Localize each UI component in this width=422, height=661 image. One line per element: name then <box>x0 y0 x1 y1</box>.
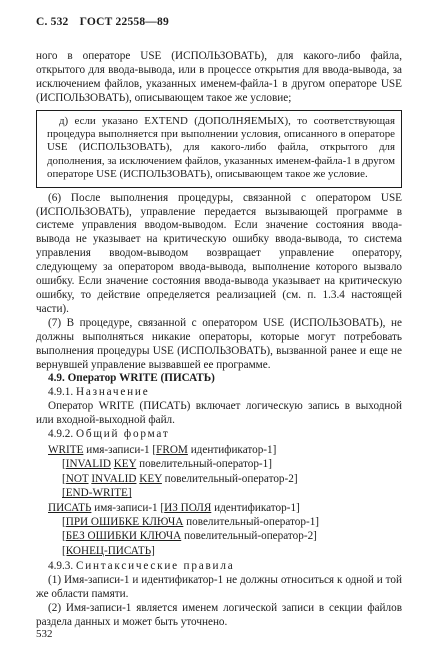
format-text: идентификатор-1] <box>211 501 300 514</box>
format-line <box>48 457 402 471</box>
format-text: повелительный-оператор-2] <box>161 472 298 485</box>
format-en <box>36 443 402 501</box>
keyword: FROM <box>156 443 188 456</box>
format-line <box>48 529 402 543</box>
format-line <box>48 501 402 515</box>
paragraph-7: (7) В процедуре, связанной с оператором USE (ИСПОЛЬЗОВАТЬ), не должны выполняться никакие операторы, которые могут потребовать выполнения процедуры USE (ИСПОЛЬЗОВАТЬ), вызванной ранее и еще не вернувшей управление вызвавшей ее программе. <box>36 316 402 371</box>
rule-1: (1) Имя-записи-1 и идентификатор-1 не должны относиться к одной и той же области памяти. <box>36 574 402 601</box>
subsection-number: 4.9.3. <box>48 560 74 573</box>
subsection-name: Назначение <box>75 386 150 399</box>
format-text: повелительный-оператор-1] <box>136 458 272 471</box>
format-ru <box>36 501 402 559</box>
keyword: INVALID <box>65 458 111 471</box>
boxed-amendment <box>36 110 402 188</box>
format-line <box>48 472 402 486</box>
format-text: идентификатор-1] <box>187 443 277 456</box>
keyword: INVALID <box>91 472 137 485</box>
rule-2: (2) Имя-записи-1 является именем логической записи в секции файлов раздела данных и может быть уточнено. <box>36 601 402 628</box>
format-text: повелительный-оператор-2] <box>181 530 317 543</box>
page-label: С. 532 <box>36 16 69 28</box>
keyword: KEY <box>139 472 162 485</box>
purpose-paragraph: Оператор WRITE (ПИСАТЬ) включает логическую запись в выходной или входной-выходной файл. <box>36 400 402 427</box>
subsection-492 <box>36 428 402 442</box>
format-line <box>48 486 402 500</box>
format-line <box>48 443 402 457</box>
page-header <box>36 16 169 28</box>
format-text: повелительный-оператор-1] <box>183 516 320 528</box>
intro-paragraph: ного в операторе USE (ИСПОЛЬЗОВАТЬ), для какого-либо файла, открытого для ввода-вывода, или в процессе открытия для ввода-вывода, за исключением файлов, указанных именем-файла-1 в другом операторе USE (ИСПОЛЬЗОВАТЬ), описывающем такое же условие; <box>36 50 402 104</box>
keyword: WRITE <box>48 443 84 456</box>
format-line <box>48 544 402 558</box>
format-text: [ <box>62 530 66 543</box>
doc-code: ГОСТ 22558—89 <box>79 16 169 28</box>
format-line <box>48 515 402 529</box>
format-text: имя-записи-1 [ <box>91 501 165 514</box>
subsection-number: 4.9.2. <box>48 428 74 441</box>
keyword: [END-WRITE] <box>62 487 132 500</box>
subsection-493 <box>36 560 402 574</box>
format-text: имя-записи-1 [ <box>83 443 157 456</box>
main-text <box>36 50 402 630</box>
section-title: 4.9. Оператор WRITE (ПИСАТЬ) <box>48 372 215 385</box>
keyword: ИЗ ПОЛЯ <box>164 501 212 514</box>
paragraph-6: (6) После выполнения процедуры, связанной с оператором USE (ИСПОЛЬЗОВАТЬ), управление передается вызывающей программе в системе управления вводом-выводом. Если значение состояния ввода-вывода не указывает на критическую ошибку ввода-вывода, то система управления вводом-выводом возвращает управление оператору, следующему за оператором ввода-вывода, выполнение которого вызвало ошибку. Если значение состояния ввода-вывода указывает на критическую ошибку, то действие определяется реализацией (см. п. 1.3.4 настоящей части). <box>36 191 402 315</box>
format-text: [ <box>62 458 66 471</box>
subsection-number: 4.9.1. <box>48 386 74 399</box>
subsection-name: Общий формат <box>75 428 170 441</box>
page-number: 532 <box>36 628 53 640</box>
keyword: БЕЗ ОШИБКИ КЛЮЧА <box>65 530 182 543</box>
keyword: NOT <box>65 472 89 485</box>
boxed-paragraph: д) если указано EXTEND (ДОПОЛНЯЕМЫХ), то соответствующая процедура выполняется при выполнении условия, описанного в операторе USE (ИСПОЛЬЗОВАТЬ), для какого-либо файла, открытого для дополнения, за исключением файлов, указанных именем-файла-1 в другом операторе USE (ИСПОЛЬЗОВАТЬ), описывающем такое же условие. <box>47 114 395 181</box>
format-text: [ <box>62 472 66 485</box>
keyword: ПРИ ОШИБКЕ КЛЮЧА <box>65 516 184 528</box>
keyword: [КОНЕЦ-ПИСАТЬ] <box>62 544 155 557</box>
subsection-name: Синтаксические правила <box>75 560 235 573</box>
keyword: KEY <box>113 458 137 471</box>
keyword: ПИСАТЬ <box>48 501 92 514</box>
subsection-491 <box>36 386 402 400</box>
format-text: [ <box>62 516 66 528</box>
